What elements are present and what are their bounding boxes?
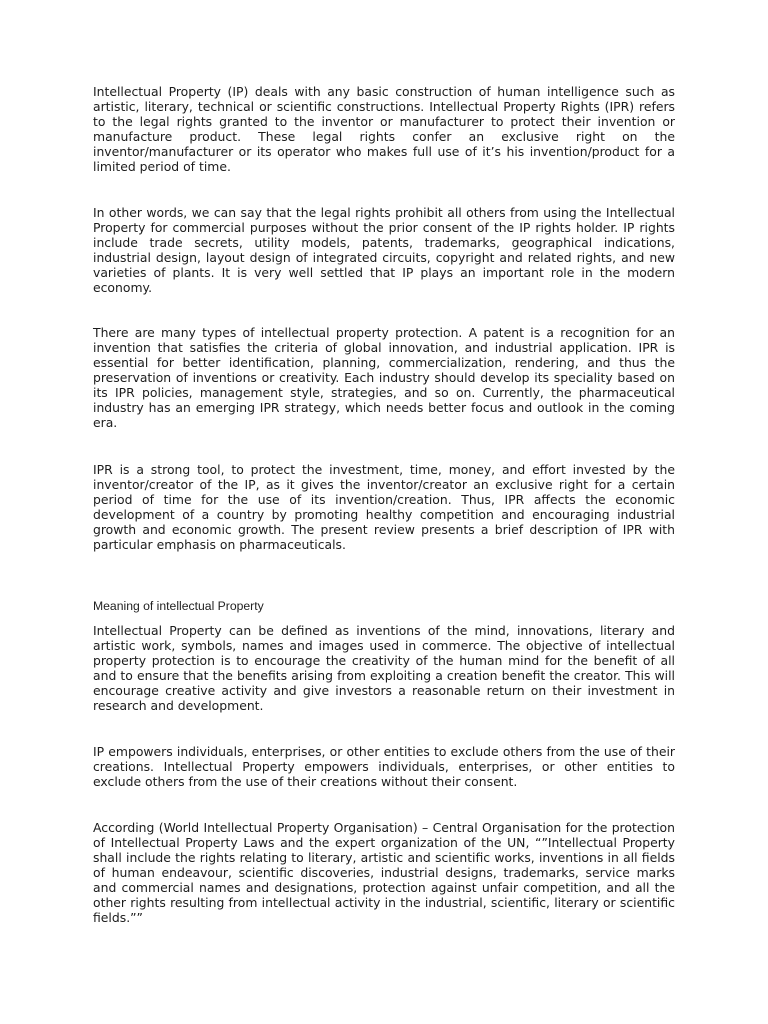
paragraph-ipr-tool: IPR is a strong tool, to protect the investment, time, money, and effort invested by the inventor/creator of the IP, as it gives the inventor/creator an exclusive right for a certain period of time for the use of its invention/creation. Thus, IPR affects the economic development of a country by promoting healthy competition and encouraging industrial growth and economic growth. The present review presents a brief description of IPR with particular emphasis on pharmaceuticals. xyxy=(93,462,675,552)
section-heading: Meaning of intellectual Property xyxy=(93,599,264,613)
paragraph-ip-definition: Intellectual Property (IP) deals with any basic construction of human intelligence such as artistic, literary, technical or scientific constructions. Intellectual Property Rights (IPR) refers to the legal rights granted to the inventor or manufacturer to protect their invention or manufacture product. These legal rights confer an exclusive right on the inventor/manufacturer or its operator who makes full use of it’s his invention/product for a limited period of time. xyxy=(93,84,675,174)
paragraph-meaning: Intellectual Property can be defined as inventions of the mind, innovations, literary and artistic work, symbols, names and images used in commerce. The objective of intellectual property protection is to encourage the creativity of the human mind for the benefit of all and to ensure that the benefits arising from exploiting a creation benefit the creator. This will encourage creative activity and give investors a reasonable return on their investment in research and development. xyxy=(93,623,675,713)
paragraph-legal-rights: In other words, we can say that the legal rights prohibit all others from using the Intellectual Property for commercial purposes without the prior consent of the IP rights holder. IP rights include trade secrets, utility models, patents, trademarks, geographical indications, industrial design, layout design of integrated circuits, copyright and related rights, and new varieties of plants. It is very well settled that IP plays an important role in the modern economy. xyxy=(93,205,675,295)
paragraph-empowerment: IP empowers individuals, enterprises, or other entities to exclude others from the use of their creations. Intellectual Property empowers individuals, enterprises, or other entities to exclude others from the use of their creations without their consent. xyxy=(93,744,675,789)
document-page xyxy=(93,84,675,925)
paragraph-protection-types: There are many types of intellectual property protection. A patent is a recognition for an invention that satisfies the criteria of global innovation, and industrial application. IPR is essential for better identification, planning, commercialization, rendering, and thus the preservation of inventions or creativity. Each industry should develop its speciality based on its IPR policies, management style, strategies, and so on. Currently, the pharmaceutical industry has an emerging IPR strategy, which needs better focus and outlook in the coming era. xyxy=(93,325,675,430)
paragraph-wipo-definition: According (World Intellectual Property Organisation) – Central Organisation for the protection of Intellectual Property Laws and the expert organization of the UN, “”Intellectual Property shall include the rights relating to literary, artistic and scientific works, inventions in all fields of human endeavour, scientific discoveries, industrial designs, trademarks, service marks and commercial names and designations, protection against unfair competition, and all the other rights resulting from intellectual activity in the industrial, scientific, literary or scientific fields.”” xyxy=(93,820,675,925)
